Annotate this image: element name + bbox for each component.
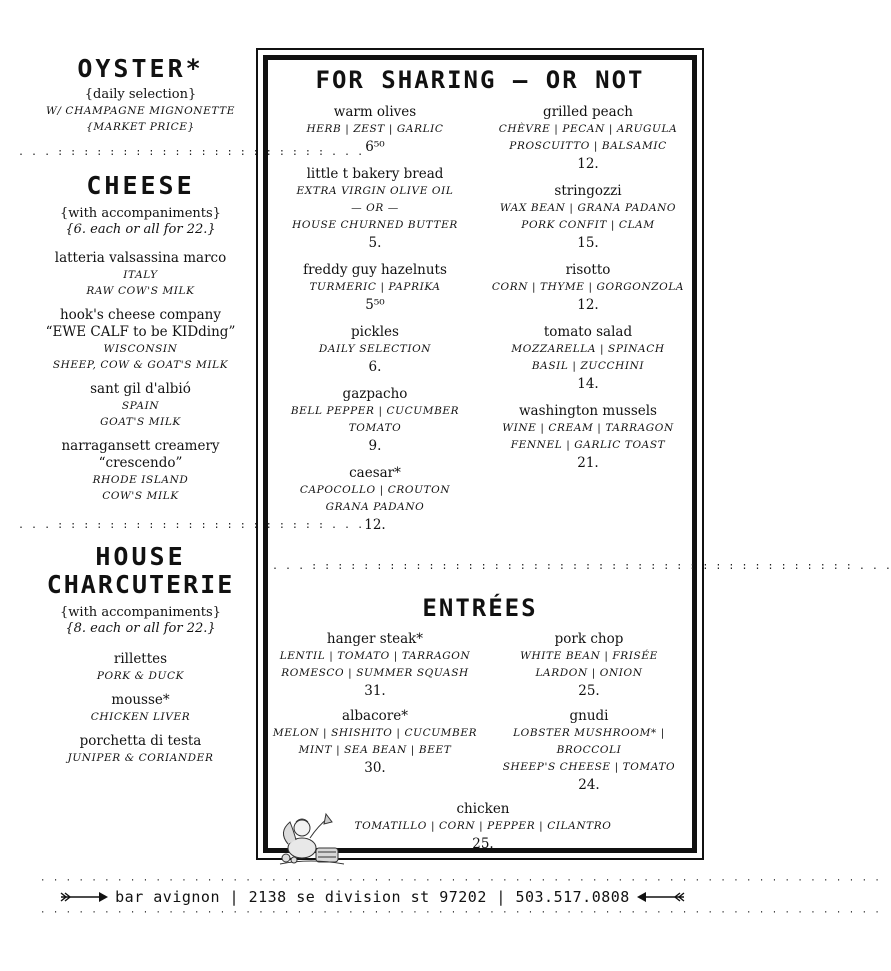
item-price: 25. [578,683,600,699]
menu-item [270,104,480,156]
item-price: 12. [577,297,599,313]
sharing-left-column [270,104,480,544]
menu-item [270,465,480,534]
item-price: 12. [577,156,599,172]
item-desc: ROMESCO | SUMMER SQUASH [281,667,469,679]
footer-address: bar avignon | 2138 se division st 97202 | 503.517.0808 [115,888,630,906]
item-name: gazpacho [342,386,408,402]
menu-item [482,262,694,314]
item-name: little t bakery bread [306,166,444,182]
charcuterie-name: rillettes [113,651,168,667]
item-desc: BASIL | ZUCCHINI [531,360,645,372]
footer [40,876,881,918]
item-desc: HOUSE CHURNED BUTTER [292,219,458,231]
cheese-name-2: “EWE CALF to be KIDding” [45,324,236,340]
item-desc: LENTIL | TOMATO | TARRAGON [279,650,471,662]
item-desc: DAILY SELECTION [318,343,432,355]
dotted-divider: . . . : : : : : : : : : : : : : : : : : : : : : . . . [18,520,364,531]
cheese-origin: ITALY [123,269,158,281]
menu-item [482,183,694,252]
item-desc: CHÈVRE | PECAN | ARUGULA [498,123,678,135]
charcuterie-desc: PORK & DUCK [96,670,185,682]
item-price: 6⁵⁰ [365,139,385,155]
item-price: 12. [364,517,386,533]
charcuterie-name: mousse* [111,692,170,708]
cheese-name: latteria valsassina marco [54,250,227,266]
item-name: tomato salad [543,324,633,340]
cheese-origin: SPAIN [121,400,160,412]
cheese-name: sant gil d'albió [90,381,191,397]
item-desc: WAX BEAN | GRANA PADANO [499,202,677,214]
oyster-section [18,55,263,135]
footer-dots-top: · · · · · · · · · · · · · · · · · · · · · · · · · · · · · · · · · · · · · · · · · · · · · · · · · · · · · · · · · · · · · · · · · · [40,876,881,886]
cherub-illustration [274,808,346,868]
dotted-divider: . . . : : : : : : : : : : : : : : : : : : : : : . . . [18,147,364,158]
charcuterie-item [18,692,263,725]
cheese-origin: RHODE ISLAND [92,474,189,486]
cheese-title: CHEESE [86,171,195,200]
charcuterie-item [18,651,263,684]
oyster-sub: {daily selection} [84,87,197,102]
item-price: 5⁵⁰ [365,297,385,313]
item-desc: FENNEL | GARLIC TOAST [510,439,666,451]
item-name: hanger steak* [326,631,424,647]
item-desc: MELON | SHISHITO | CUCUMBER [272,727,478,739]
sharing-right-column [482,104,694,482]
menu-item [270,166,480,252]
item-desc: — OR — [351,202,399,214]
item-name: pickles [351,324,399,340]
entrees-left-column [268,631,482,785]
item-name: warm olives [333,104,417,120]
item-desc: MOZZARELLA | SPINACH [511,343,665,355]
cheese-milk: SHEEP, COW & GOAT'S MILK [52,359,229,371]
charcuterie-desc: JUNIPER & CORIANDER [67,752,214,764]
item-price: 21. [577,455,599,471]
cheese-item [18,250,263,299]
charcuterie-title-2: CHARCUTERIE [46,570,235,599]
charcuterie-item [18,733,263,766]
item-desc: CAPOCOLLO | CROUTON [299,484,451,496]
cheese-milk: COW'S MILK [102,490,179,502]
item-price: 14. [577,376,599,392]
charcuterie-title: HOUSE [95,542,186,571]
item-desc: PROSCUITTO | BALSAMIC [509,140,667,152]
item-price: 9. [368,438,382,454]
oyster-line: W/ CHAMPAGNE MIGNONETTE [45,105,236,117]
arrow-left-icon [636,890,686,904]
menu-frame [256,48,891,860]
item-desc: HERB | ZEST | GARLIC [306,123,444,135]
item-name: albacore* [342,708,408,724]
item-name: grilled peach [543,104,633,120]
item-name: chicken [456,801,510,817]
item-desc: LOBSTER MUSHROOM* | BROCCOLI [513,727,665,756]
cheese-name: narragansett creamery [61,438,220,454]
menu-item [482,631,696,700]
item-desc: PORK CONFIT | CLAM [521,219,655,231]
charcuterie-sub: {with accompaniments} [60,605,221,620]
entree-item-chicken [338,801,628,853]
cheese-item [18,381,263,430]
item-desc: LARDON | ONION [535,667,643,679]
menu-item [270,324,480,376]
item-desc: GRANA PADANO [325,501,425,513]
menu-item [270,262,480,314]
charcuterie-pricing: {8. each or all for 22.} [65,621,216,636]
item-desc: WINE | CREAM | TARRAGON [502,422,674,434]
item-price: 15. [577,235,599,251]
menu-item [270,386,480,455]
item-desc: TOMATO [348,422,402,434]
cheese-section [18,172,263,504]
item-desc: EXTRA VIRGIN OLIVE OIL [296,185,454,197]
item-name: freddy guy hazelnuts [303,262,447,278]
item-name: washington mussels [518,403,657,419]
menu-item [268,708,482,777]
menu-item [482,104,694,173]
item-desc: TURMERIC | PAPRIKA [309,281,441,293]
entrees-right-column [482,631,696,802]
footer-dots-bottom: · · · · · · · · · · · · · · · · · · · · · · · · · · · · · · · · · · · · · · · · · · · · · · · · · · · · · · · · · · · · · · · · · · [40,908,881,918]
cheese-sub: {with accompaniments} [60,206,221,221]
entrees-title: ENTRÉES [422,594,538,622]
cheese-milk: RAW COW'S MILK [86,285,195,297]
item-desc: SHEEP'S CHEESE | TOMATO [502,761,676,773]
item-price: 24. [578,777,600,793]
cheese-origin: WISCONSIN [103,343,178,355]
menu-frame-inner [263,55,891,853]
sharing-title: FOR SHARING — OR NOT [315,66,645,94]
item-name: caesar* [349,465,401,481]
arrow-right-icon [59,890,109,904]
oyster-line: {MARKET PRICE} [86,121,195,133]
charcuterie-name: porchetta di testa [79,733,202,749]
cheese-name-2: “crescendo” [98,455,183,471]
item-price: 30. [364,760,386,776]
item-name: gnudi [569,708,609,724]
item-desc: MINT | SEA BEAN | BEET [298,744,452,756]
item-name: pork chop [554,631,624,647]
item-name: risotto [565,262,611,278]
charcuterie-section [18,543,263,766]
item-desc: WHITE BEAN | FRISÉE [520,650,658,662]
menu-item [482,324,694,393]
cheese-milk: GOAT'S MILK [100,416,181,428]
item-price: 25. [472,836,494,852]
cheese-item [18,307,263,373]
item-desc: BELL PEPPER | CUCUMBER [290,405,460,417]
item-name: stringozzi [554,183,622,199]
charcuterie-desc: CHICKEN LIVER [90,711,191,723]
item-price: 31. [364,683,386,699]
cheese-item [18,438,263,504]
item-price: 5. [368,235,382,251]
menu-item [482,708,696,794]
left-column [18,54,364,766]
item-price: 6. [368,359,382,375]
dotted-divider: . . . : : : : : : : : : : : : : : : : : : : : : : : : : : : : : : : : : : : : : : : : : : . . . [272,561,891,572]
menu-item [268,631,482,700]
cheese-name: hook's cheese company [59,307,221,323]
cheese-pricing: {6. each or all for 22.} [65,222,216,237]
footer-line [40,886,705,908]
item-desc: TOMATILLO | CORN | PEPPER | CILANTRO [354,820,612,832]
item-desc: CORN | THYME | GORGONZOLA [491,281,685,293]
menu-item [482,403,694,472]
oyster-title: OYSTER* [77,54,204,83]
